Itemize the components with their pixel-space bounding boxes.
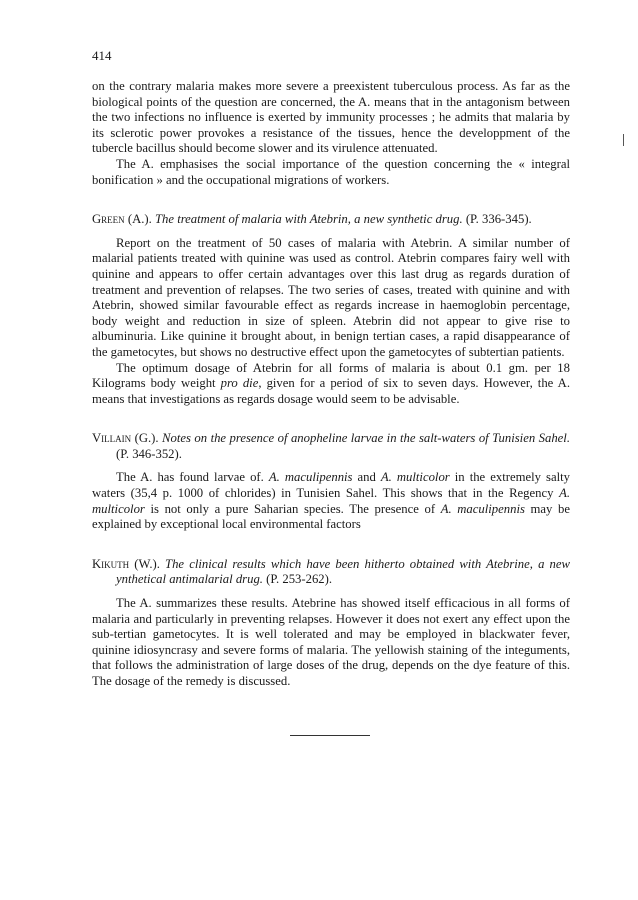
author-name: Villain: [92, 431, 132, 446]
reference-green: [92, 212, 570, 228]
article-pages: (P. 336-345).: [462, 212, 532, 227]
author-initial: (A.).: [124, 212, 155, 227]
kikuth-paragraph: The A. summarizes these results. Atebrine has showed itself efficacious in all forms of malaria and particularly in preventing relapses. However it does not exert any effect upon the sub-tertian gametocytes. It is well tolerated and may be employed in blackwater fever, quinine idiosyncrasy and severe forms of malaria. The yellowish staining of the integuments, that follows the administration of large doses of the drug, depends on the dye feature of this. The dosage of the remedy is discussed.: [92, 596, 570, 688]
reference-kikuth: [92, 557, 570, 588]
italic-run: A. multicolor: [380, 470, 450, 485]
italic-run: A. maculipennis: [440, 501, 525, 516]
villain-paragraph: [92, 470, 570, 532]
margin-mark: [623, 134, 624, 146]
green-paragraph-2: [92, 361, 570, 408]
intro-paragraph-2: The A. emphasises the social importance of the question concerning the « integral bonification » and the occupational migrations of workers.: [92, 156, 570, 187]
author-initial: (G.).: [131, 431, 163, 446]
article-title: Notes on the presence of anopheline larvae in the salt-waters of Tunisien Sahel.: [162, 431, 570, 446]
author-initial: (W.).: [129, 556, 166, 571]
author-name: Green: [92, 212, 125, 227]
text-run: The A. has found larvae of.: [116, 470, 269, 485]
green-paragraph-1: Report on the treatment of 50 cases of malaria with Atebrin. A similar number of malarial patients treated with quinine was used as control. Atebrin compares fairy well with quinine and appears to offer certain advantages over this last drug as regards duration of treatment and prevention of relapses. The two series of cases, treated with quinine and with Atebrin, showed similar favourable effect as regards increase in haemoglobin percentage, body weight and reduction in size of spleen. Atebrin did not appear to give rise to albuminuria. Like quinine it brought about, in benign tertian cases, a rapid disappearance of the gametocytes, but shows no destructive effect upon the gametocytes of subtertian patients.: [92, 235, 570, 359]
article-title: The treatment of malaria with Atebrin, a new synthetic drug.: [154, 212, 463, 227]
article-pages: (P. 253-262).: [262, 572, 333, 587]
italic-run: A. maculipennis: [268, 470, 353, 485]
text-run: , given for a period of six to seven days. However, the A. means that investigations as regards dosage would seem to be advisable.: [92, 376, 570, 406]
text-run: is not only a pure Saharian species. The presence of: [144, 501, 441, 516]
text-run: and: [352, 470, 381, 485]
text-run: may be explained by exceptional local environmental factors: [92, 501, 570, 532]
intro-paragraph-1: on the contrary malaria makes more severe a preexistent tuberculous process. As far as the biological points of the question are concerned, the A. means that in the antagonism between the two infections no influence is exerted by immunity processes ; he admits that malaria by its sclerotic power provokes a resistance of the tissues, hence the developpment of the tubercle bacillus should become slower and its virulence attenuated.: [92, 79, 570, 156]
page-number: 414: [92, 48, 112, 63]
italic-run: A. multicolor: [92, 486, 570, 516]
text-run: in the extremely salty waters (35,4 p. 1000 of chlorides) in Tunisien Sahel. This shows that in the Regency: [92, 470, 570, 501]
text-run: The optimum dosage of Atebrin for all forms of malaria is about 0.1 gm. per 18 Kilograms body weight: [92, 360, 570, 391]
reference-villain: [92, 431, 570, 462]
author-name: Kikuth: [92, 556, 130, 571]
section-divider: [290, 735, 370, 736]
page-body: [92, 79, 570, 690]
article-pages: (P. 346-352).: [116, 446, 182, 461]
italic-run: pro die: [220, 376, 259, 391]
article-title: The clinical results which have been hitherto obtained with Atebrine, a new ynthetical antimalarial drug.: [116, 556, 570, 587]
